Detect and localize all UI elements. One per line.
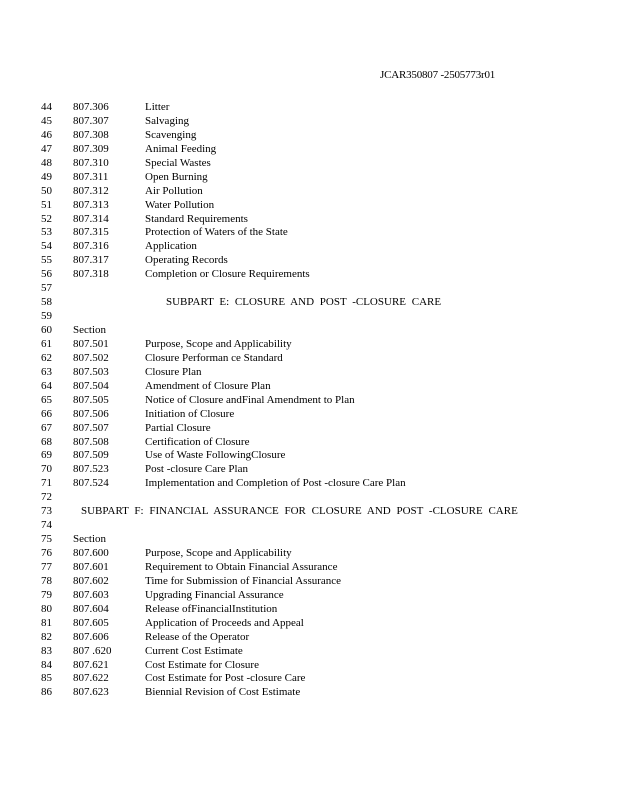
- section-number: 807.311: [73, 170, 109, 183]
- line-number: 76: [41, 547, 52, 559]
- section-title: Water Pollution: [145, 198, 215, 211]
- section-title: Special Wastes: [145, 156, 211, 169]
- section-title: Cost Estimate for Post -closure Care: [145, 672, 306, 685]
- section-number: 807.621: [73, 658, 109, 671]
- section-title: Release ofFinancialInstitution: [145, 602, 278, 615]
- section-number: 807.501: [73, 337, 109, 350]
- line-number: 71: [41, 477, 52, 490]
- section-line: [0, 603, 618, 617]
- section-line: [0, 589, 618, 603]
- section-title: Animal Feeding: [145, 142, 217, 155]
- line-number: 86: [41, 686, 52, 699]
- line-number: 47: [41, 142, 52, 155]
- section-title: Closure Plan: [145, 365, 202, 378]
- line-number: 85: [41, 672, 52, 685]
- section-title: Requirement to Obtain Financial Assurance: [145, 560, 338, 573]
- section-line: [0, 617, 618, 631]
- section-number: 807.606: [73, 630, 109, 643]
- section-line: [0, 310, 618, 324]
- section-number: 807.524: [73, 477, 109, 490]
- section-number: 807.312: [73, 184, 109, 197]
- section-line: [0, 240, 618, 254]
- section-title: Post -closure Care Plan: [145, 463, 248, 476]
- section-line: [0, 143, 618, 157]
- section-title: Litter: [145, 101, 170, 113]
- section-title: Protection of Waters of the State: [145, 226, 288, 239]
- line-number: 64: [41, 379, 52, 392]
- section-number: 807.622: [73, 672, 109, 685]
- section-number: 807.316: [73, 240, 109, 253]
- section-title: Initiation of Closure: [145, 407, 235, 420]
- section-title: Use of Waste FollowingClosure: [145, 449, 286, 462]
- section-title: Salvaging: [145, 114, 189, 127]
- section-number: 807.602: [73, 574, 109, 587]
- section-number: 807.508: [73, 435, 109, 448]
- section-line: [0, 519, 618, 533]
- section-title: Biennial Revision of Cost Estimate: [145, 686, 301, 699]
- line-number: 78: [41, 574, 52, 587]
- section-title: Open Burning: [145, 170, 208, 183]
- line-number: 57: [41, 282, 52, 295]
- section-number: Section: [73, 324, 106, 336]
- section-title: Air Pollution: [145, 184, 203, 197]
- subpart-heading: SUBPART E: CLOSURE AND POST -CLOSURE CARE: [166, 296, 442, 309]
- line-number: 61: [41, 337, 52, 350]
- section-line: [0, 561, 618, 575]
- subpart-heading: SUBPART F: FINANCIAL ASSURANCE FOR CLOSURE AND POST -CLOSURE CARE: [81, 505, 518, 518]
- section-line: [0, 408, 618, 422]
- section-line: [0, 366, 618, 380]
- subpart-heading-line: [0, 296, 618, 310]
- section-line: [0, 185, 618, 199]
- section-number: 807.623: [73, 686, 109, 699]
- section-number: 807.605: [73, 616, 109, 629]
- section-title: Operating Records: [145, 254, 228, 267]
- line-number: 44: [41, 101, 52, 113]
- section-number: 807.503: [73, 365, 109, 378]
- section-title: Notice of Closure andFinal Amendment to Plan: [145, 393, 355, 406]
- section-title: Completion or Closure Requirements: [145, 268, 310, 281]
- line-number: 48: [41, 156, 52, 169]
- section-title: Purpose, Scope and Applicability: [145, 337, 292, 350]
- line-number: 83: [41, 644, 52, 657]
- section-line: [0, 477, 618, 491]
- line-number: 52: [41, 212, 52, 225]
- section-title: Purpose, Scope and Applicability: [145, 547, 292, 559]
- section-title: Closure Performan ce Standard: [145, 351, 283, 364]
- line-number: 67: [41, 421, 52, 434]
- section-number: 807.308: [73, 128, 109, 141]
- section-title: Cost Estimate for Closure: [145, 658, 259, 671]
- line-number: 53: [41, 226, 52, 239]
- section-title: Application of Proceeds and Appeal: [145, 616, 304, 629]
- section-line: [0, 268, 618, 282]
- line-number: 63: [41, 365, 52, 378]
- line-number: 58: [41, 296, 52, 309]
- section-number: 807.317: [73, 254, 109, 267]
- line-number: 51: [41, 198, 52, 211]
- section-number: 807.309: [73, 142, 109, 155]
- subpart-heading-line: [0, 505, 618, 519]
- section-title: Implementation and Completion of Post -closure Care Plan: [145, 477, 406, 490]
- section-number: 807.505: [73, 393, 109, 406]
- section-line: [0, 171, 618, 185]
- section-line: [0, 631, 618, 645]
- section-number: 807.318: [73, 268, 109, 281]
- line-number: 70: [41, 463, 52, 476]
- section-number: 807.315: [73, 226, 109, 239]
- section-line: [0, 491, 618, 505]
- line-number: 65: [41, 393, 52, 406]
- section-number: 807.307: [73, 114, 109, 127]
- line-number: 59: [41, 310, 52, 323]
- section-title: Current Cost Estimate: [145, 644, 243, 657]
- section-line: [0, 422, 618, 436]
- line-number: 79: [41, 588, 52, 601]
- section-line: [0, 575, 618, 589]
- line-number: 72: [41, 491, 52, 504]
- section-line: [0, 463, 618, 477]
- section-number: 807.506: [73, 407, 109, 420]
- section-title: Certification of Closure: [145, 435, 250, 448]
- line-number: 56: [41, 268, 52, 281]
- document-body: [0, 101, 618, 700]
- section-line: [0, 226, 618, 240]
- section-number: 807.313: [73, 198, 109, 211]
- section-number: 807.507: [73, 421, 109, 434]
- line-number: 55: [41, 254, 52, 267]
- section-number: Section: [73, 533, 106, 546]
- line-number: 75: [41, 533, 52, 546]
- section-line: [0, 436, 618, 450]
- section-number: 807.603: [73, 588, 109, 601]
- line-number: 49: [41, 170, 52, 183]
- section-number: 807.604: [73, 602, 109, 615]
- section-line: [0, 324, 618, 338]
- section-line: [0, 659, 618, 673]
- section-title: Release of the Operator: [145, 630, 250, 643]
- section-line: [0, 645, 618, 659]
- section-line: [0, 672, 618, 686]
- line-number: 74: [41, 519, 52, 532]
- section-line: [0, 352, 618, 366]
- section-line: [0, 115, 618, 129]
- section-number: 807.502: [73, 351, 109, 364]
- section-number: 807.504: [73, 379, 109, 392]
- section-line: [0, 547, 618, 561]
- section-line: [0, 533, 618, 547]
- line-number: 46: [41, 128, 52, 141]
- section-title: Partial Closure: [145, 421, 211, 434]
- line-number: 66: [41, 407, 52, 420]
- section-line: [0, 338, 618, 352]
- line-number: 62: [41, 351, 52, 364]
- section-title: Time for Submission of Financial Assurance: [145, 574, 342, 587]
- line-number: 73: [41, 505, 52, 518]
- line-number: 82: [41, 630, 52, 643]
- section-number: 807.600: [73, 547, 109, 559]
- line-number: 69: [41, 449, 52, 462]
- section-number: 807 .620: [73, 644, 112, 657]
- line-number: 80: [41, 602, 52, 615]
- section-title: Amendment of Closure Plan: [145, 379, 271, 392]
- section-line: [0, 213, 618, 227]
- section-line: [0, 394, 618, 408]
- section-number: 807.601: [73, 560, 109, 573]
- line-number: 81: [41, 616, 52, 629]
- section-line: [0, 254, 618, 268]
- section-number: 807.523: [73, 463, 109, 476]
- section-line: [0, 199, 618, 213]
- section-title: Scavenging: [145, 128, 197, 141]
- section-title: Upgrading Financial Assurance: [145, 588, 284, 601]
- section-line: [0, 380, 618, 394]
- section-number: 807.509: [73, 449, 109, 462]
- section-line: [0, 129, 618, 143]
- section-line: [0, 449, 618, 463]
- line-number: 84: [41, 658, 52, 671]
- section-title: Standard Requirements: [145, 212, 248, 225]
- section-number: 807.314: [73, 212, 109, 225]
- section-title: Application: [145, 240, 197, 253]
- line-number: 54: [41, 240, 52, 253]
- section-number: 807.310: [73, 156, 109, 169]
- document-id-header: JCAR350807 -2505773r01: [380, 69, 496, 81]
- section-line: [0, 282, 618, 296]
- line-number: 60: [41, 324, 52, 336]
- section-line: [0, 101, 618, 115]
- line-number: 68: [41, 435, 52, 448]
- line-number: 45: [41, 114, 52, 127]
- section-number: 807.306: [73, 101, 109, 113]
- section-line: [0, 686, 618, 700]
- line-number: 50: [41, 184, 52, 197]
- section-line: [0, 157, 618, 171]
- line-number: 77: [41, 560, 52, 573]
